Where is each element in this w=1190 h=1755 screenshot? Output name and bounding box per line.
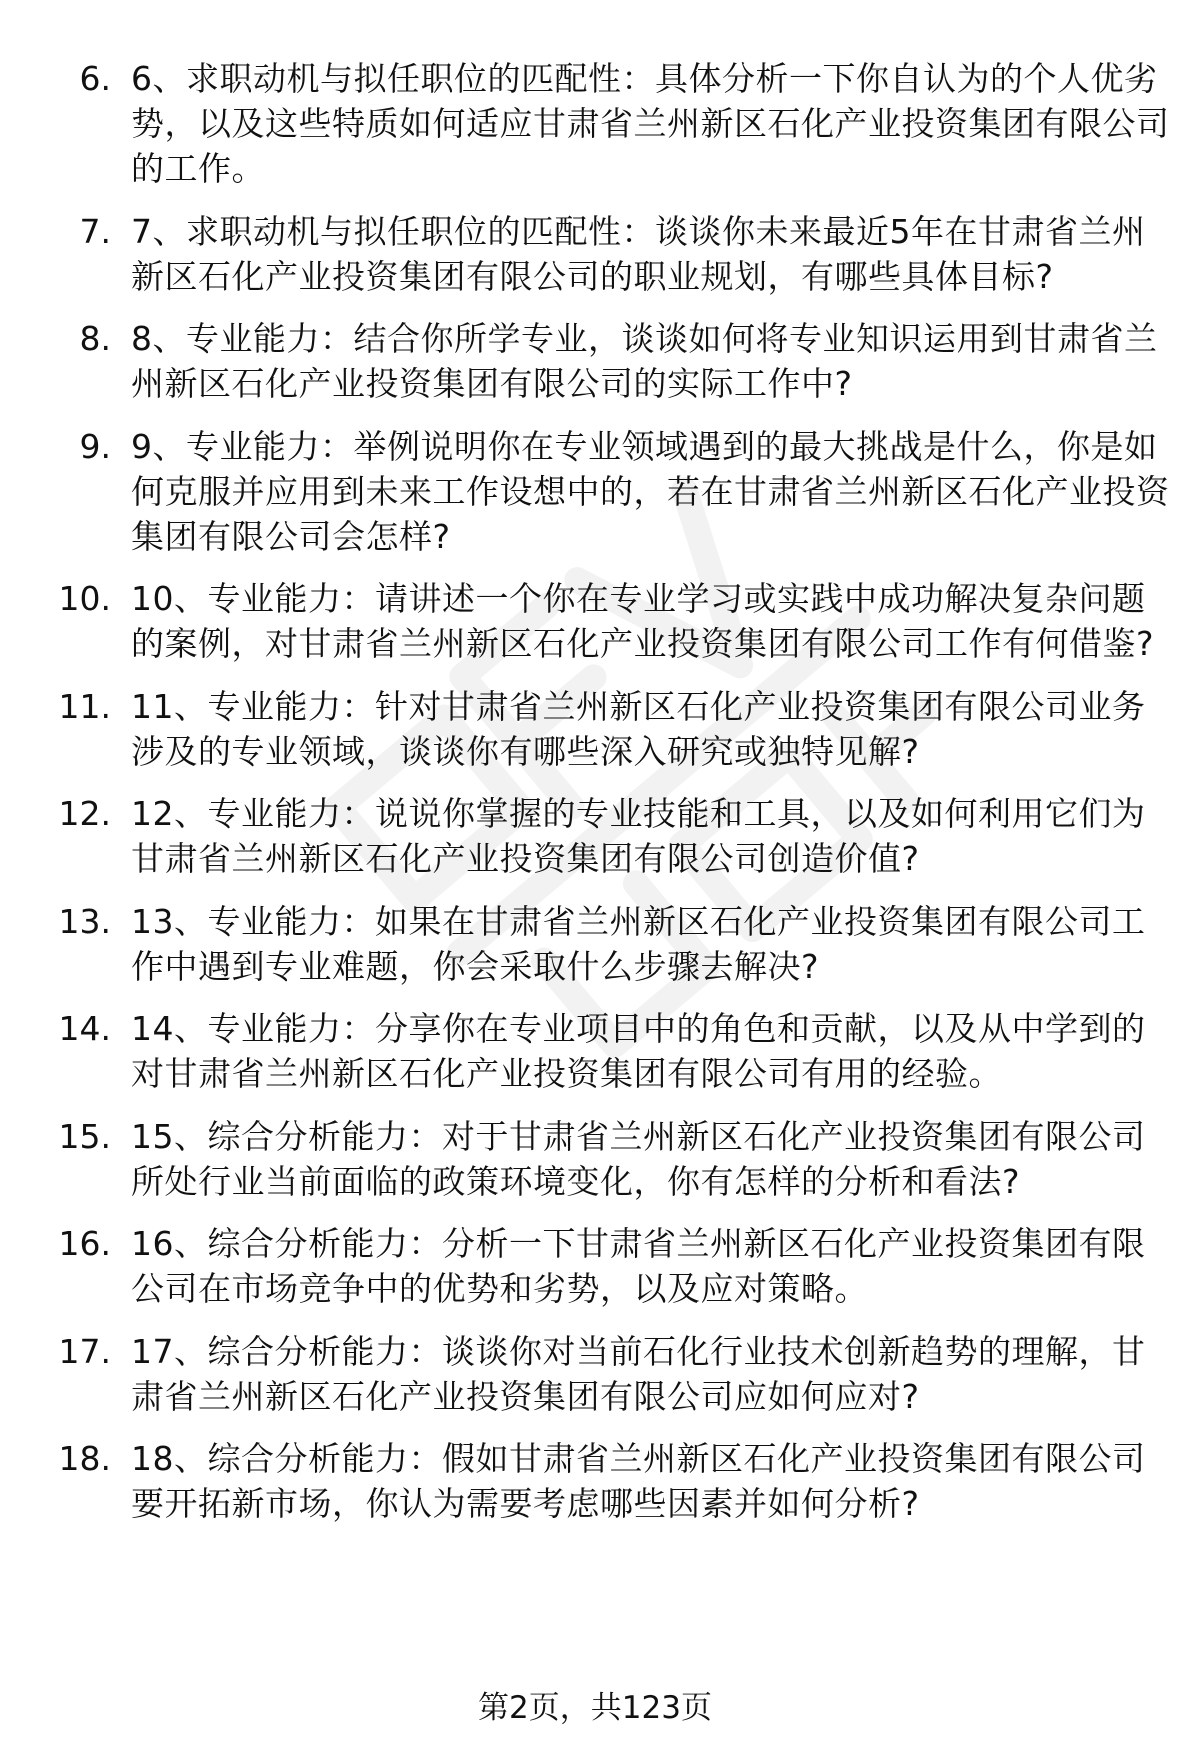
question-number: 9. — [79, 426, 111, 466]
list-item — [0, 576, 1190, 666]
question-text: 6、求职动机与拟任职位的匹配性：具体分析一下你自认为的个人优劣势，以及这些特质如何适应甘肃省兰州新区石化产业投资集团有限公司的工作。 — [131, 59, 1170, 188]
question-number: 10. — [58, 579, 111, 618]
list-item — [0, 791, 1190, 881]
question-list — [0, 56, 1190, 1544]
question-text: 17、综合分析能力：谈谈你对当前石化行业技术创新趋势的理解，甘肃省兰州新区石化产业投资集团有限公司应如何应对? — [131, 1331, 1146, 1416]
question-text: 9、专业能力：举例说明你在专业领域遇到的最大挑战是什么，你是如何克服并应用到未来工作设想中的，若在甘肃省兰州新区石化产业投资集团有限公司会怎样? — [131, 426, 1170, 556]
question-text: 18、综合分析能力：假如甘肃省兰州新区石化产业投资集团有限公司要开拓新市场，你认为需要考虑哪些因素并如何分析? — [131, 1439, 1146, 1523]
question-number: 15. — [58, 1116, 111, 1156]
list-item — [0, 1329, 1190, 1419]
question-number: 13. — [58, 901, 111, 941]
question-text: 14、专业能力：分享你在专业项目中的角色和贡献，以及从中学到的对甘肃省兰州新区石化产业投资集团有限公司有用的经验。 — [131, 1009, 1146, 1093]
question-number: 7. — [79, 211, 111, 251]
question-number: 18. — [58, 1439, 111, 1478]
question-number: 8. — [79, 319, 111, 358]
list-item — [0, 56, 1190, 191]
question-number: 16. — [58, 1224, 111, 1263]
question-number: 17. — [58, 1331, 111, 1371]
question-number: 6. — [79, 59, 111, 98]
list-item — [0, 1006, 1190, 1096]
question-text: 12、专业能力：说说你掌握的专业技能和工具，以及如何利用它们为甘肃省兰州新区石化产业投资集团有限公司创造价值? — [131, 794, 1146, 878]
question-text: 16、综合分析能力：分析一下甘肃省兰州新区石化产业投资集团有限公司在市场竞争中的优势和劣势，以及应对策略。 — [131, 1224, 1146, 1308]
list-item — [0, 316, 1190, 406]
list-item — [0, 424, 1190, 559]
list-item — [0, 1221, 1190, 1311]
question-text: 15、综合分析能力：对于甘肃省兰州新区石化产业投资集团有限公司所处行业当前面临的政策环境变化，你有怎样的分析和看法? — [131, 1116, 1146, 1201]
list-item — [0, 684, 1190, 774]
question-text: 8、专业能力：结合你所学专业，谈谈如何将专业知识运用到甘肃省兰州新区石化产业投资集团有限公司的实际工作中? — [131, 319, 1158, 403]
question-number: 12. — [58, 794, 111, 833]
list-item — [0, 1436, 1190, 1526]
list-item — [0, 209, 1190, 299]
question-number: 14. — [58, 1009, 111, 1048]
question-text: 13、专业能力：如果在甘肃省兰州新区石化产业投资集团有限公司工作中遇到专业难题，你会采取什么步骤去解决? — [131, 901, 1146, 986]
question-text: 11、专业能力：针对甘肃省兰州新区石化产业投资集团有限公司业务涉及的专业领域，谈谈你有哪些深入研究或独特见解? — [131, 686, 1146, 771]
question-text: 7、求职动机与拟任职位的匹配性：谈谈你未来最近5年在甘肃省兰州新区石化产业投资集团有限公司的职业规划，有哪些具体目标? — [131, 211, 1146, 296]
list-item — [0, 1114, 1190, 1204]
page-number-footer: 第2页，共123页 — [478, 1690, 712, 1726]
question-text: 10、专业能力：请讲述一个你在专业学习或实践中成功解决复杂问题的案例，对甘肃省兰州新区石化产业投资集团有限公司工作有何借鉴? — [131, 579, 1155, 663]
question-number: 11. — [58, 686, 111, 726]
list-item — [0, 899, 1190, 989]
